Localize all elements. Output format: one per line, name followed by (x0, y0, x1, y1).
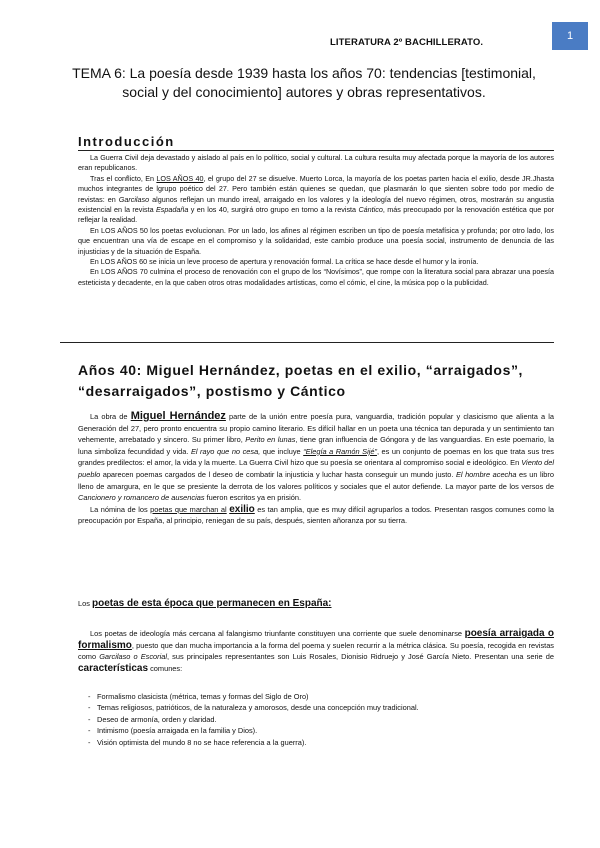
text-run: fueron escritos ya en prisión. (204, 493, 302, 503)
list-item: - Formalismo clasicista (métrica, temas y formas del Siglo de Oro) (88, 691, 554, 702)
text-run: que incluye (260, 446, 304, 456)
elegia-title: “Elegía a Ramón Sijé” (303, 446, 377, 456)
rayo-title: El rayo que no cesa, (190, 446, 261, 456)
subsection-heading (78, 598, 554, 609)
exilio-paragraph (78, 504, 554, 527)
subsection-title: poetas de esta época que permanecen en España: (91, 598, 332, 609)
perito-title: Perito en lunas (245, 435, 296, 445)
text-run: , sus principales representantes son Luis Rosales, Dionisio Ridruejo y José García Nieto. Presentan una serie de (167, 652, 554, 662)
text-run: aparecen poemas cargados de l deseo de combatir la injusticia y luchar hasta conseguir un mundo justo. (100, 469, 456, 479)
section-divider (60, 342, 554, 343)
revistas-titles: Garcilaso o Escorial (99, 652, 168, 662)
text-run: parte de la unión entre poesía pura, vanguardia, tradición popular y clasicismo que alienta a la Generación del 27, pero pronto encuentra su propio camino literario. Es difícil hallar en un poeta una técnica tan depurada y un sentimiento tan vehemente, arrebatado y sincero. Su primer libro, (78, 412, 554, 445)
list-item: - Intimismo (poesía arraigada en la familia y Dios). (88, 725, 554, 736)
miguel-hernandez-paragraph (78, 411, 554, 504)
hombre-title: El hombre acecha (455, 469, 517, 479)
anos-40-link: LOS AÑOS 40 (156, 173, 204, 183)
intro-text (78, 153, 554, 288)
text-run: Los (78, 599, 92, 608)
text-run: La obra de (90, 412, 131, 421)
miguel-hernandez-name: Miguel Hernández (130, 410, 226, 422)
cancionero-title: Cancionero y romancero de ausencias (78, 493, 205, 503)
characteristics-list (88, 691, 554, 748)
text-run: y en los 40, surgirá otro grupo en torno a la revista (188, 205, 359, 215)
list-item: - Temas religiosos, patrióticos, de la naturaleza y amorosos, desde una concepción muy tradicional. (88, 702, 554, 713)
list-item: - Deseo de armonía, orden y claridad. (88, 714, 554, 725)
page-number-badge: 1 (552, 22, 588, 50)
text-run: es tan amplia, que es muy difícil agruparlos a todos. Presentan rasgos comunes como la preocupación por España, al principio, reniegan de su país, después, sienten añoranza por su tierra. (78, 504, 555, 526)
intro-paragraph-4: En LOS AÑOS 60 se inicia un leve proceso de apertura y renovación formal. La crítica se hace desde el humor y la ironía. (90, 257, 479, 267)
text-run: Los poetas de ideología más cercana al falangismo triunfante constituyen una corriente que suele denominarse (90, 629, 465, 638)
text-run: , el grupo del 27 se disuelve. Muerto Lorca, la mayoría de los poetas parten hacia el exilio, desde JR.Jhasta muchos integrantes de lgrupo poético del 27. Pero también están quienes se quedan, que plasmarán lo que sienten sobre todo por medio de revistas: en (78, 173, 555, 204)
text-run: , es un conjunto de poemas en los que trata sus tres grandes predilectos: el amor, la vida y la muerte. La Guerra Civil hizo que su poesía se orientara al compromiso social e ideológico. En (78, 446, 554, 468)
text-run: algunos reflejan un mundo irreal, arraigado en los valores y la ideología del nuevo régimen, otros, mostrarán su angustia existencial en la revista (78, 194, 555, 215)
section-40-heading: Años 40: Miguel Hernández, poetas en el exilio, “arraigados”, “desarraigados”, postismo y Cántico (78, 362, 524, 399)
text-run: Tras el conflicto, En (90, 173, 157, 183)
intro-paragraph-2 (78, 174, 554, 226)
intro-paragraph-5: En LOS AÑOS 70 culmina el proceso de renovación con el grupo de los “Novísimos”, que rompe con la literatura social para abrazar una poesía esteticista y decadente, en la que caben otros otras modalidades artísticas, como el cómic, el cine, la música pop o la publicidad. (78, 267, 554, 287)
caracteristicas-term: características (78, 662, 149, 674)
arraigada-text (78, 628, 554, 674)
text-run: La nómina de los (90, 504, 151, 514)
cantico-title: Cántico (358, 205, 383, 215)
text-run: comunes: (148, 663, 183, 673)
intro-divider (78, 150, 554, 151)
exilio-word: exilio (229, 503, 255, 515)
intro-paragraph-1: La Guerra Civil deja devastado y aislado al país en lo político, social y cultural. La cultura resulta muy afectada porque la mayoría de los autores eran republicanos. (78, 153, 554, 173)
course-header: LITERATURA 2º BACHILLERATO. (330, 37, 484, 48)
list-item: - Visión optimista del mundo 8 no se hace referencia a la guerra). (88, 737, 554, 748)
intro-heading: Introducción (78, 134, 175, 149)
garcilaso-title: Garcilaso (118, 194, 150, 204)
viento-title: Viento del pueblo (78, 458, 555, 479)
poesia-arraigada-term: poesía arraigada o formalismo (78, 628, 554, 651)
text-run: , más preocupado por la renovación estética que por reflejar la realidad. (78, 205, 555, 225)
document-title: TEMA 6: La poesía desde 1939 hasta los años 70: tendencias [testimonial, social y del conocimiento] autores y obras representativos. (72, 65, 536, 100)
text-run: , puesto que dan mucha importancia a la forma del poema y suelen recurrir a la métrica clásica. Su poesía, recogida en revistas como (78, 640, 554, 662)
text-run: , tiene gran influencia de Góngora y de las vanguardias. En este poemario, la luna simboliza fecundidad y vida. (78, 435, 554, 456)
poetas-exilio-phrase: poetas que marchan al (150, 504, 227, 514)
section-40-text (78, 411, 554, 527)
text-run: es un libro lleno de amargura, en le que se presiente la derrota de los valores políticos y sociales que el autor defiende. La mayor parte de los versos de (78, 469, 554, 491)
espadana-title: Espadaña (156, 205, 189, 215)
arraigada-paragraph (78, 628, 554, 674)
intro-paragraph-3: En LOS AÑOS 50 los poetas evolucionan. Por un lado, los afines al régimen escriben un tipo de poesía metafísica y profunda; por otro lado, los que encuentran una vía de escape en el compromiso y la solidaridad, este cambio produce una poesía social, instrumento de denuncia de las injusticias y de la situación de España. (78, 225, 554, 256)
